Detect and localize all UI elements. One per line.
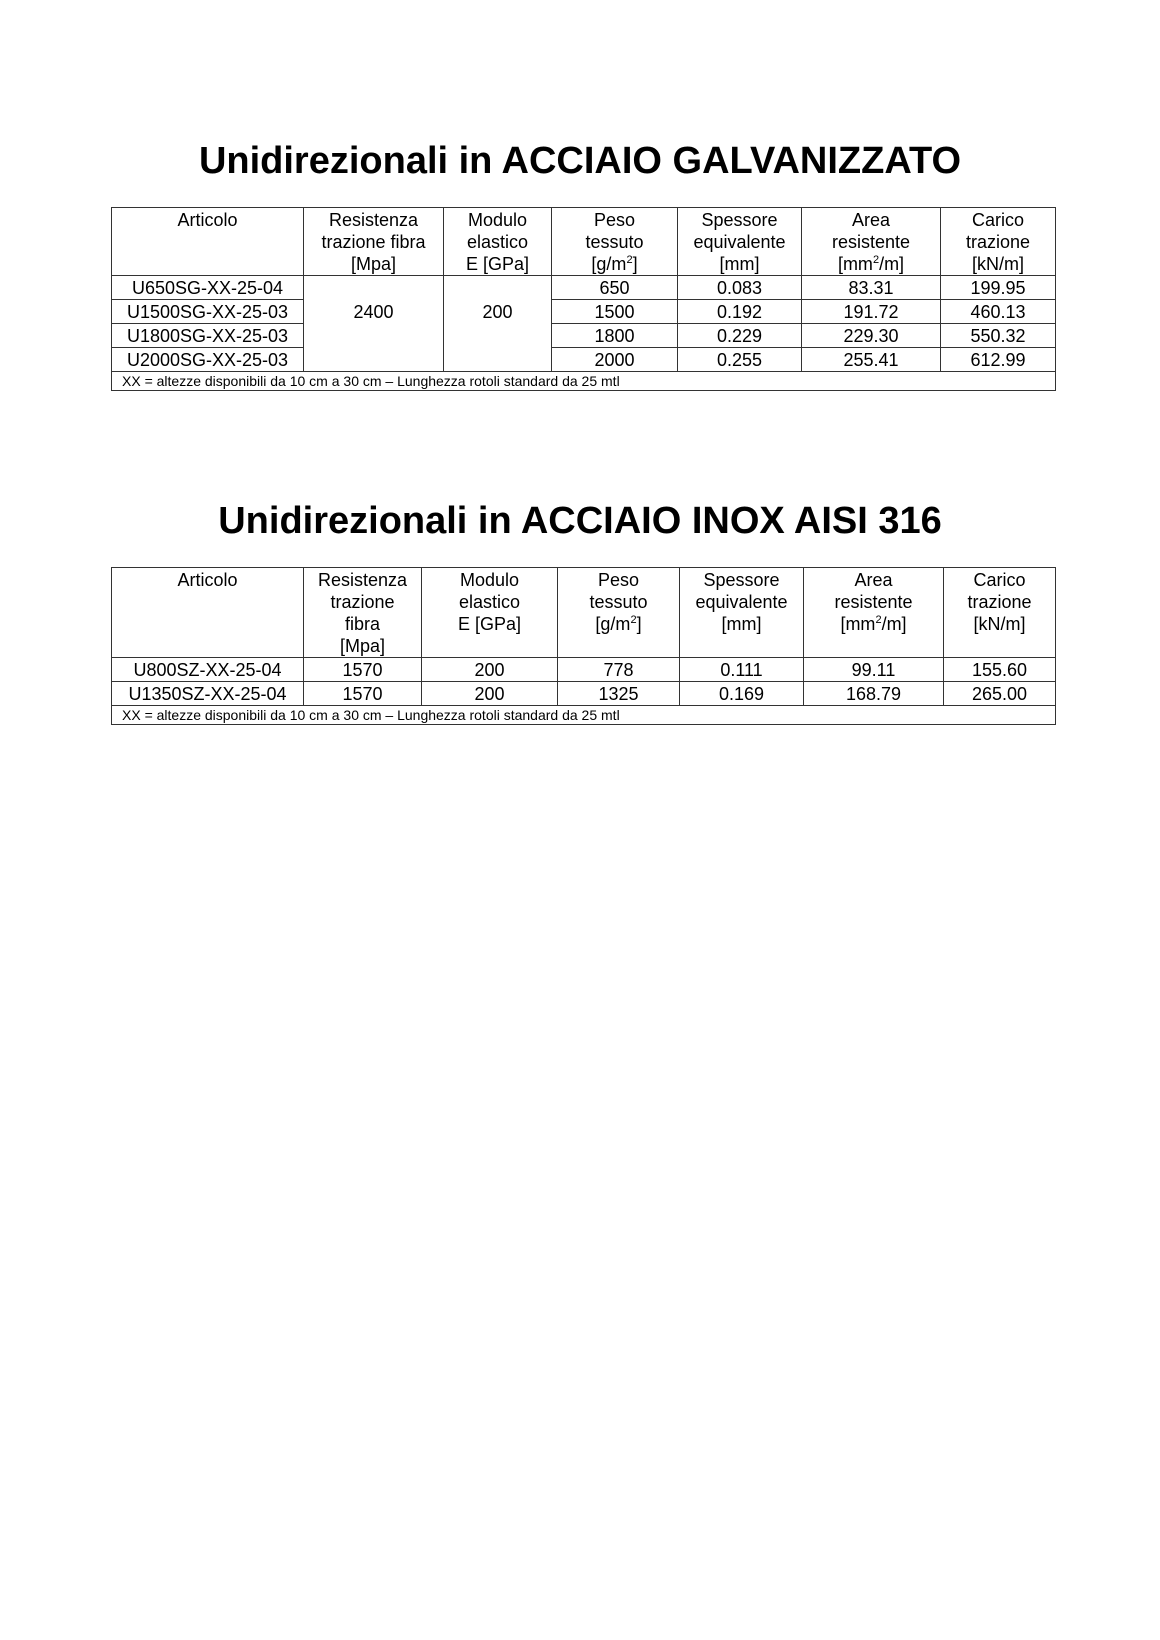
table-header-row xyxy=(112,208,1056,276)
header-modulo: Modulo elastico E [GPa] xyxy=(422,568,558,658)
table-row xyxy=(112,682,1056,706)
header-peso: Peso tessuto $[g/m^2]$ xyxy=(558,568,680,658)
cell-modulo-empty xyxy=(444,276,552,300)
cell-spessore: 0.255 xyxy=(678,348,802,372)
cell-peso: 650 xyxy=(552,276,678,300)
table-note: XX = altezze disponibili da 10 cm a 30 cm – Lunghezza rotoli standard da 25 mtl xyxy=(112,372,1056,391)
cell-area: 83.31 xyxy=(802,276,941,300)
table-row xyxy=(112,276,1056,300)
cell-articolo: U650SG-XX-25-04 xyxy=(112,276,304,300)
header-resistenza: Resistenza trazione fibra [Mpa] xyxy=(304,208,444,276)
cell-resistenza-empty xyxy=(304,276,444,300)
cell-resistenza: 1570 xyxy=(304,682,422,706)
stainless-steel-table xyxy=(111,567,1056,725)
cell-peso: 1325 xyxy=(558,682,680,706)
table-note: XX = altezze disponibili da 10 cm a 30 cm – Lunghezza rotoli standard da 25 mtl xyxy=(112,706,1056,725)
cell-spessore: 0.169 xyxy=(680,682,804,706)
cell-modulo: 200 xyxy=(422,682,558,706)
cell-peso: 2000 xyxy=(552,348,678,372)
cell-resistenza-shared: 2400 xyxy=(304,300,444,372)
section-1-title: Unidirezionali in ACCIAIO GALVANIZZATO xyxy=(198,140,962,182)
table-row xyxy=(112,324,1056,348)
cell-articolo: U2000SG-XX-25-03 xyxy=(112,348,304,372)
cell-area: 191.72 xyxy=(802,300,941,324)
cell-spessore: 0.192 xyxy=(678,300,802,324)
header-modulo: Modulo elastico E [GPa] xyxy=(444,208,552,276)
header-carico: Carico trazione [kN/m] xyxy=(944,568,1056,658)
galvanized-steel-table xyxy=(111,207,1056,391)
cell-area: 255.41 xyxy=(802,348,941,372)
cell-articolo: U1350SZ-XX-25-04 xyxy=(112,682,304,706)
header-spessore: Spessore equivalente [mm] xyxy=(678,208,802,276)
header-area: Area resistente $[mm^2/m]$ xyxy=(804,568,944,658)
cell-area: 168.79 xyxy=(804,682,944,706)
cell-carico: 265.00 xyxy=(944,682,1056,706)
header-resistenza: Resistenza trazione fibra [Mpa] xyxy=(304,568,422,658)
cell-peso: 1500 xyxy=(552,300,678,324)
cell-carico: 550.32 xyxy=(941,324,1056,348)
cell-articolo: U800SZ-XX-25-04 xyxy=(112,658,304,682)
table-row xyxy=(112,348,1056,372)
header-peso: Peso tessuto $[g/m^2]$ xyxy=(552,208,678,276)
section-2-title: Unidirezionali in ACCIAIO INOX AISI 316 xyxy=(218,500,942,542)
header-articolo: Articolo xyxy=(112,568,304,658)
cell-peso: 1800 xyxy=(552,324,678,348)
cell-carico: 199.95 xyxy=(941,276,1056,300)
cell-area: 229.30 xyxy=(802,324,941,348)
cell-spessore: 0.111 xyxy=(680,658,804,682)
cell-resistenza: 1570 xyxy=(304,658,422,682)
cell-peso: 778 xyxy=(558,658,680,682)
table-header-row xyxy=(112,568,1056,658)
cell-carico: 460.13 xyxy=(941,300,1056,324)
cell-modulo: 200 xyxy=(422,658,558,682)
cell-articolo: U1500SG-XX-25-03 xyxy=(112,300,304,324)
cell-spessore: 0.229 xyxy=(678,324,802,348)
cell-articolo: U1800SG-XX-25-03 xyxy=(112,324,304,348)
header-area: Area resistente $[mm^2/m]$ xyxy=(802,208,941,276)
header-carico: Carico trazione [kN/m] xyxy=(941,208,1056,276)
table-row xyxy=(112,658,1056,682)
header-spessore: Spessore equivalente [mm] xyxy=(680,568,804,658)
cell-spessore: 0.083 xyxy=(678,276,802,300)
cell-carico: 155.60 xyxy=(944,658,1056,682)
cell-area: 99.11 xyxy=(804,658,944,682)
cell-modulo-shared: 200 xyxy=(444,300,552,372)
table-row xyxy=(112,300,1056,324)
table-note-row xyxy=(112,372,1056,391)
cell-carico: 612.99 xyxy=(941,348,1056,372)
header-articolo: Articolo xyxy=(112,208,304,276)
table-note-row xyxy=(112,706,1056,725)
